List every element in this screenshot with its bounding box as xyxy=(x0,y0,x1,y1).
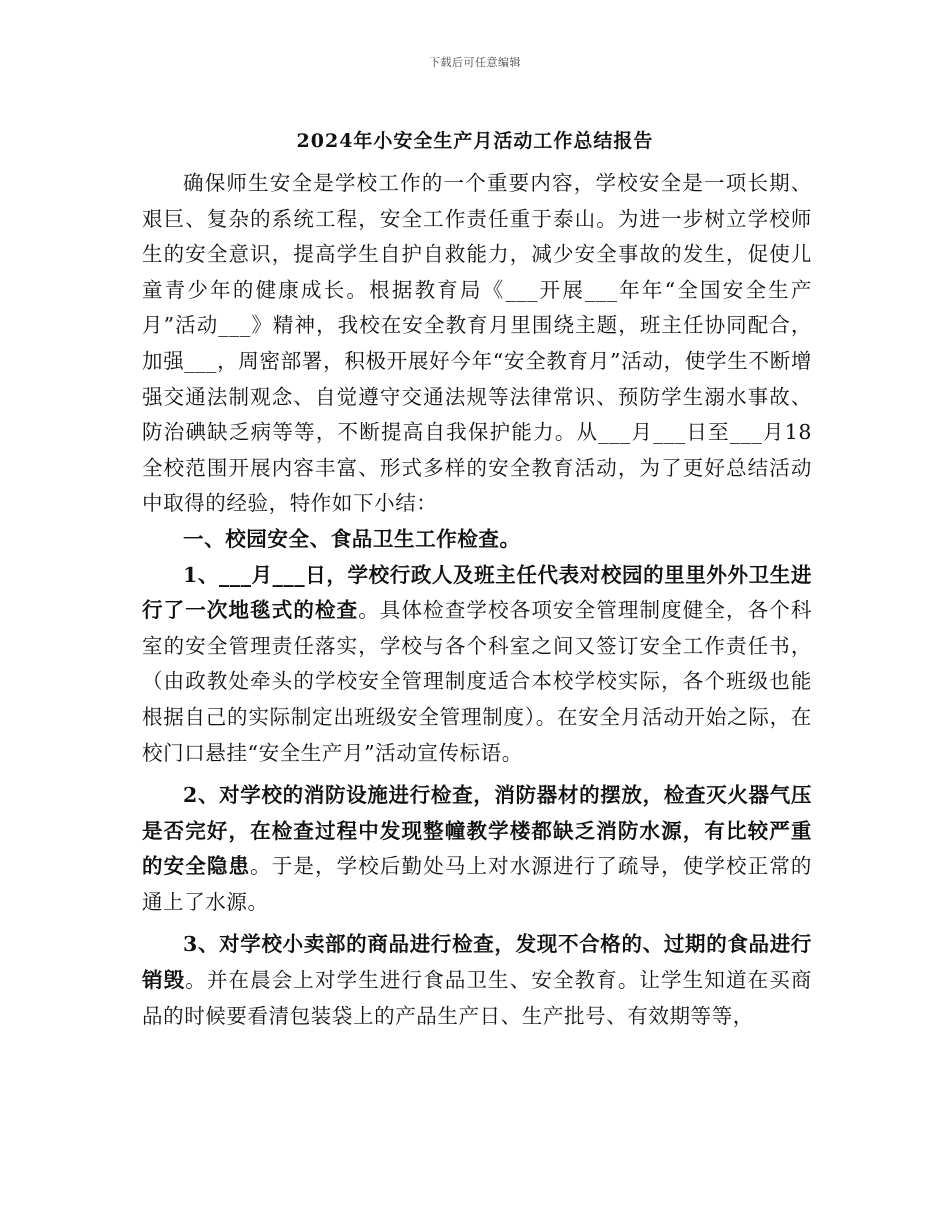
document-body xyxy=(142,166,812,1034)
intro-paragraph: 确保师生安全是学校工作的一个重要内容，学校安全是一项长期、艰巨、复杂的系统工程，安全工作责任重于泰山。为进一步树立学校师生的安全意识，提高学生自护自救能力，减少安全事故的发生，促使儿童青少年的健康成长。根据教育局《___开展___年年“全国安全生产月”活动___》精神，我校在安全教育月里围绕主题，班主任协同配合，加强___，周密部署，积极开展好今年“安全教育月”活动，使学生不断增强交通法制观念、自觉遵守交通法规等法律常识、预防学生溺水事故、防治碘缺乏病等等，不断提高自我保护能力。从___月___日至___月18全校范围开展内容丰富、形式多样的安全教育活动，为了更好总结活动中取得的经验，特作如下小结： xyxy=(142,171,812,516)
item-2-text: 。于是，学校后勤处马上对水源进行了疏导，使学校正常的通上了水源。 xyxy=(142,854,812,914)
item-1-text: 。具体检查学校各项安全管理制度健全，各个科室的安全管理责任落实，学校与各个科室之间又签订安全工作责任书，（由政教处牵头的学校安全管理制度适合本校学校实际，各个班级也能根据自己的实际制定出班级安全管理制度）。在安全月活动开始之际，在校门口悬挂“安全生产月”活动宣传标语。 xyxy=(142,598,812,765)
item-1-emphasis: 1、___月___日，学校行政人及班主任代表对校园的里里外外卫生进行了一次地毯式的检查 xyxy=(142,562,812,623)
item-paragraph-2 xyxy=(142,778,812,920)
header-note: 下载后可任意编辑 xyxy=(429,56,521,69)
item-paragraph-1 xyxy=(142,558,812,772)
item-3-emphasis: 3、对学校小卖部的商品进行检查，发现不合格的、过期的食品进行销毁 xyxy=(142,932,812,993)
item-3-text: 。并在晨会上对学生进行食品卫生、安全教育。让学生知道在买商品的时候要看清包装袋上的产品生产日、生产批号、有效期等等， xyxy=(142,968,812,1028)
item-2-emphasis: 2、对学校的消防设施进行检查，消防器材的摆放，检查灭火器气压是否完好，在检查过程中发现整幢教学楼都缺乏消防水源，有比较严重的安全隐患 xyxy=(142,783,812,879)
item-paragraph-3 xyxy=(142,927,812,1034)
section-heading-1: 一、校园安全、食品卫生工作检查。 xyxy=(183,526,521,551)
document-title: 2024年小安全生产月活动工作总结报告 xyxy=(296,130,654,152)
